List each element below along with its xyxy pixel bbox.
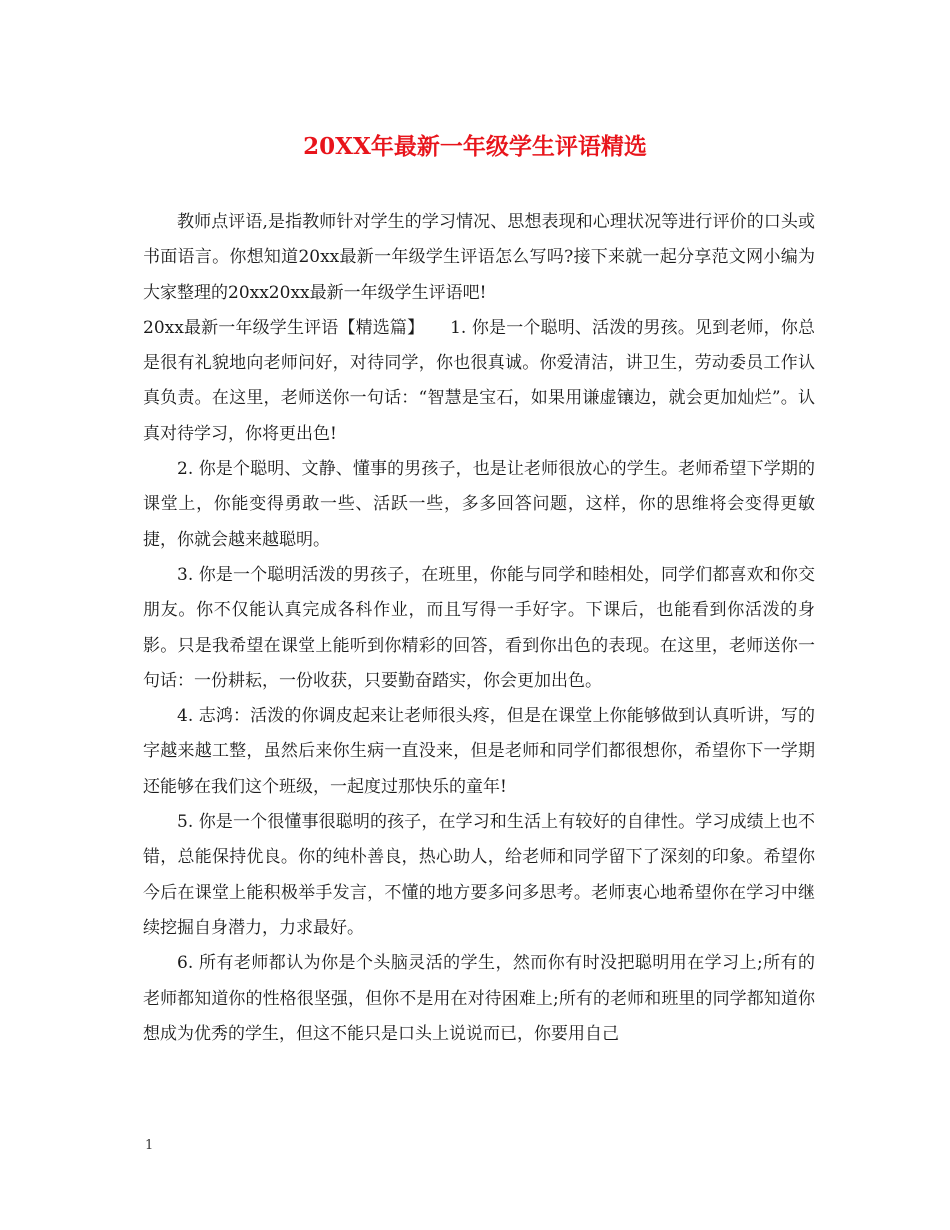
paragraph-comment-3: 3. 你是一个聪明活泼的男孩子，在班里，你能与同学和睦相处，同学们都喜欢和你交朋友。你不仅能认真完成各科作业，而且写得一手好字。下课后，也能看到你活泼的身影。只是我希望在课堂上能听到你精彩的回答，看到你出色的表现。在这里，老师送你一句话：一份耕耘，一份收获，只要勤奋踏实，你会更加出色。 bbox=[143, 564, 815, 691]
paragraph-comment-6: 6. 所有老师都认为你是个头脑灵活的学生，然而你有时没把聪明用在学习上;所有的老师都知道你的性格很坚强，但你不是用在对待困难上;所有的老师和班里的同学都知道你想成为优秀的学生，但这不能只是口头上说说而已，你要用自己 bbox=[143, 953, 815, 1044]
paragraph-intro: 教师点评语,是指教师针对学生的学习情况、思想表现和心理状况等进行评价的口头或书面语言。你想知道20xx最新一年级学生评语怎么写吗?接下来就一起分享范文网小编为大家整理的20xx20xx最新一年级学生评语吧! bbox=[143, 212, 815, 303]
paragraph-comment-4: 4. 志鸿：活泼的你调皮起来让老师很头疼，但是在课堂上你能够做到认真听讲，写的字越来越工整，虽然后来你生病一直没来，但是老师和同学们都很想你，希望你下一学期还能够在我们这个班级，一起度过那快乐的童年! bbox=[143, 706, 815, 797]
document-body bbox=[143, 205, 815, 1052]
document-title: 20XX年最新一年级学生评语精选 bbox=[303, 133, 647, 160]
paragraph-comment-5: 5. 你是一个很懂事很聪明的孩子，在学习和生活上有较好的自律性。学习成绩上也不错，总能保持优良。你的纯朴善良，热心助人，给老师和同学留下了深刻的印象。希望你今后在课堂上能积极举手发言，不懂的地方要多问多思考。老师衷心地希望你在学习中继续挖掘自身潜力，力求最好。 bbox=[143, 812, 815, 938]
paragraph-comment-1: 20xx最新一年级学生评语【精选篇】 1. 你是一个聪明、活泼的男孩。见到老师，你总是很有礼貌地向老师问好，对待同学，你也很真诚。你爱清洁，讲卫生，劳动委员工作认真负责。在这里，老师送你一句话：“智慧是宝石，如果用谦虚镶边，就会更加灿烂”。认真对待学习，你将更出色! bbox=[143, 317, 815, 444]
page-number: 1 bbox=[145, 1138, 154, 1153]
paragraph-comment-2: 2. 你是个聪明、文静、懂事的男孩子，也是让老师很放心的学生。老师希望下学期的课堂上，你能变得勇敢一些、活跃一些，多多回答问题，这样，你的思维将会变得更敏捷，你就会越来越聪明。 bbox=[143, 459, 815, 550]
